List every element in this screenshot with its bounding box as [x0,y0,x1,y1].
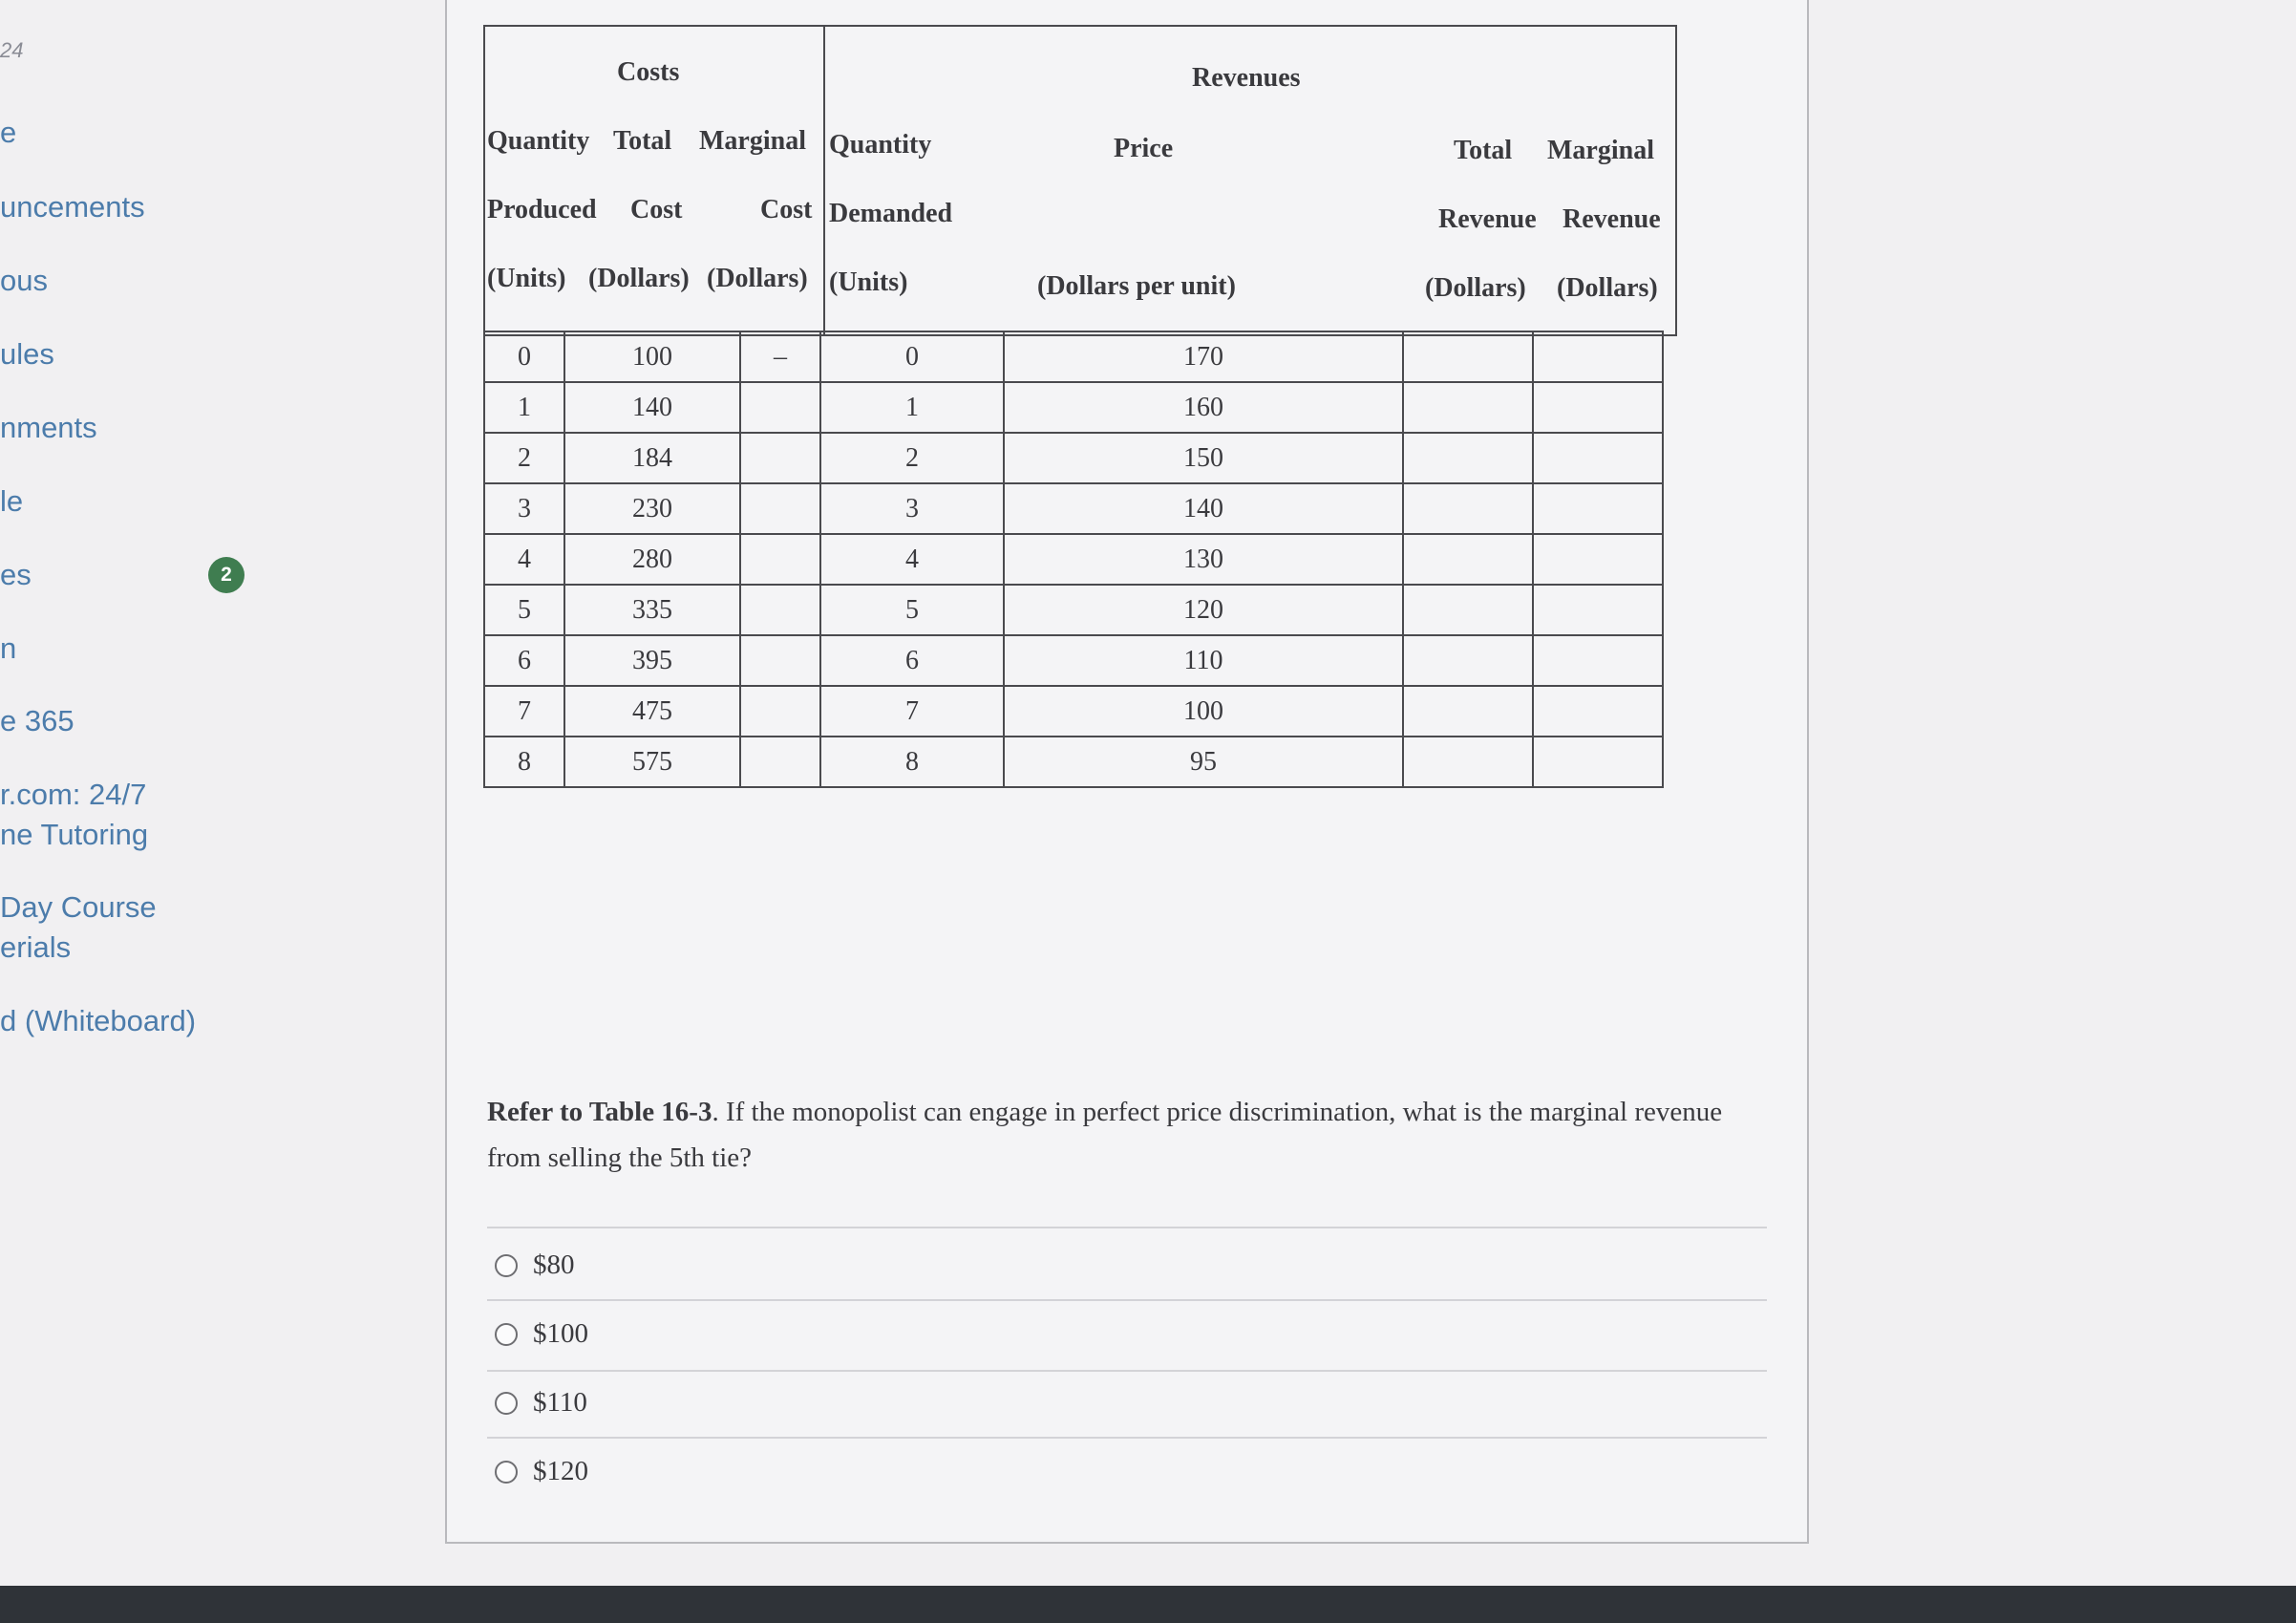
nav-item-tutoring-line2[interactable]: ne Tutoring [0,818,149,851]
header-total-revenue-2: Revenue [1438,204,1537,234]
cell-marginal-revenue [1533,585,1663,635]
cell-marginal-revenue [1533,737,1663,787]
data-table [483,25,1677,822]
costs-group-header: Costs [617,57,680,87]
cell-marginal-revenue [1533,534,1663,585]
cell-quantity-produced: 1 [484,382,564,433]
cell-total-revenue [1403,433,1533,483]
header-marginal-cost-3: (Dollars) [707,264,808,293]
cell-quantity-demanded: 4 [820,534,1004,585]
nav-item-zoom[interactable]: n [0,631,17,665]
cell-marginal-cost [740,534,820,585]
nav-item-tutoring-line1[interactable]: r.com: 24/7 [0,778,147,811]
cell-marginal-cost [740,483,820,534]
header-marginal-cost-1: Marginal [699,126,806,156]
radio-button[interactable] [495,1254,518,1277]
notification-badge: 2 [208,557,244,593]
nav-item-people[interactable]: le [0,484,24,518]
cell-price: 120 [1004,585,1403,635]
answer-label: $100 [533,1318,588,1349]
question-text [487,1089,1767,1181]
cell-quantity-demanded: 0 [820,331,1004,382]
answer-label: $80 [533,1249,575,1280]
answer-label: $110 [533,1387,587,1418]
cell-marginal-cost [740,635,820,686]
nav-year-fragment: 24 [0,38,24,62]
cell-price: 130 [1004,534,1403,585]
cell-quantity-demanded: 5 [820,585,1004,635]
header-price-2: (Dollars per unit) [1037,271,1236,301]
nav-item-syllabus[interactable]: ous [0,264,48,297]
divider [487,1227,1767,1228]
course-navigation [0,0,287,1586]
divider [487,1437,1767,1439]
radio-button[interactable] [495,1392,518,1415]
table-reference: Refer to Table 16-3 [487,1097,712,1127]
header-divider [823,25,825,336]
table-row [484,635,1663,686]
cell-total-revenue [1403,483,1533,534]
answer-option-1[interactable] [495,1249,575,1281]
table-row [484,382,1663,433]
cell-marginal-cost [740,382,820,433]
cell-quantity-produced: 5 [484,585,564,635]
header-marginal-cost-2: Cost [760,195,813,224]
cell-quantity-produced: 4 [484,534,564,585]
cell-total-revenue [1403,534,1533,585]
nav-item-office-365[interactable]: e 365 [0,704,74,737]
header-marginal-revenue-2: Revenue [1563,204,1661,234]
nav-item-modules[interactable]: ules [0,337,54,371]
header-total-cost-2: Cost [630,195,683,224]
header-marginal-revenue-1: Marginal [1547,136,1654,165]
cell-marginal-revenue [1533,433,1663,483]
cell-marginal-revenue [1533,483,1663,534]
cell-total-cost: 100 [564,331,740,382]
table-row [484,585,1663,635]
cell-total-cost: 335 [564,585,740,635]
cell-price: 110 [1004,635,1403,686]
cell-marginal-revenue [1533,382,1663,433]
header-price-1: Price [1114,134,1174,163]
table-row [484,483,1663,534]
question-panel [445,0,1809,1544]
header-quantity-produced-3: (Units) [487,264,566,293]
divider [487,1370,1767,1372]
cell-quantity-produced: 3 [484,483,564,534]
header-total-revenue-1: Total [1454,136,1513,165]
cell-quantity-demanded: 2 [820,433,1004,483]
cell-price: 100 [1004,686,1403,737]
question-body: . If the monopolist can engage in perfect price discrimination, what is the marginal revenue from selling the 5th tie? [487,1097,1723,1173]
header-quantity-produced-1: Quantity [487,126,590,156]
cell-quantity-demanded: 3 [820,483,1004,534]
answer-option-3[interactable] [495,1387,587,1419]
header-total-cost-1: Total [613,126,672,156]
nav-item-announcements[interactable]: uncements [0,190,145,224]
cell-total-revenue [1403,635,1533,686]
cell-quantity-demanded: 6 [820,635,1004,686]
table-row [484,433,1663,483]
cell-marginal-revenue [1533,331,1663,382]
cell-total-cost: 395 [564,635,740,686]
table-row [484,686,1663,737]
answer-option-4[interactable] [495,1456,588,1487]
cell-marginal-cost [740,737,820,787]
cell-quantity-produced: 8 [484,737,564,787]
radio-button[interactable] [495,1461,518,1484]
cell-price: 160 [1004,382,1403,433]
cell-total-cost: 575 [564,737,740,787]
cell-total-cost: 140 [564,382,740,433]
nav-item-pages[interactable]: es [0,558,32,591]
header-marginal-revenue-3: (Dollars) [1557,273,1658,303]
header-quantity-produced-2: Produced [487,195,597,224]
cell-marginal-cost: – [740,331,820,382]
header-total-cost-3: (Dollars) [588,264,690,293]
cell-total-revenue [1403,737,1533,787]
nav-item-course-materials-line1[interactable]: Day Course [0,890,157,924]
cell-price: 140 [1004,483,1403,534]
cell-total-revenue [1403,686,1533,737]
radio-button[interactable] [495,1323,518,1346]
table-row [484,331,1663,382]
data-grid [483,331,1664,788]
cell-quantity-produced: 0 [484,331,564,382]
cell-quantity-demanded: 1 [820,382,1004,433]
monitor-bezel [0,1586,2296,1623]
answer-label: $120 [533,1456,588,1486]
nav-item-home[interactable]: e [0,116,17,149]
answer-option-2[interactable] [495,1318,588,1350]
cell-quantity-produced: 2 [484,433,564,483]
cell-total-cost: 184 [564,433,740,483]
cell-marginal-revenue [1533,635,1663,686]
cell-price: 150 [1004,433,1403,483]
header-quantity-demanded-3: (Units) [829,267,908,297]
cell-total-cost: 280 [564,534,740,585]
header-total-revenue-3: (Dollars) [1425,273,1526,303]
cell-total-cost: 475 [564,686,740,737]
cell-marginal-cost [740,686,820,737]
table-row [484,737,1663,787]
cell-price: 170 [1004,331,1403,382]
header-quantity-demanded-1: Quantity [829,130,932,160]
cell-quantity-produced: 6 [484,635,564,686]
cell-total-cost: 230 [564,483,740,534]
divider [487,1299,1767,1301]
header-quantity-demanded-2: Demanded [829,199,953,228]
cell-marginal-cost [740,433,820,483]
table-row [484,534,1663,585]
cell-quantity-produced: 7 [484,686,564,737]
nav-item-course-materials-line2[interactable]: erials [0,930,72,964]
cell-quantity-demanded: 7 [820,686,1004,737]
cell-total-revenue [1403,331,1533,382]
cell-total-revenue [1403,585,1533,635]
cell-marginal-cost [740,585,820,635]
nav-item-assignments[interactable]: nments [0,411,97,444]
cell-marginal-revenue [1533,686,1663,737]
nav-item-whiteboard[interactable]: d (Whiteboard) [0,1004,197,1037]
cell-price: 95 [1004,737,1403,787]
cell-total-revenue [1403,382,1533,433]
cell-quantity-demanded: 8 [820,737,1004,787]
revenues-group-header: Revenues [1192,63,1301,93]
